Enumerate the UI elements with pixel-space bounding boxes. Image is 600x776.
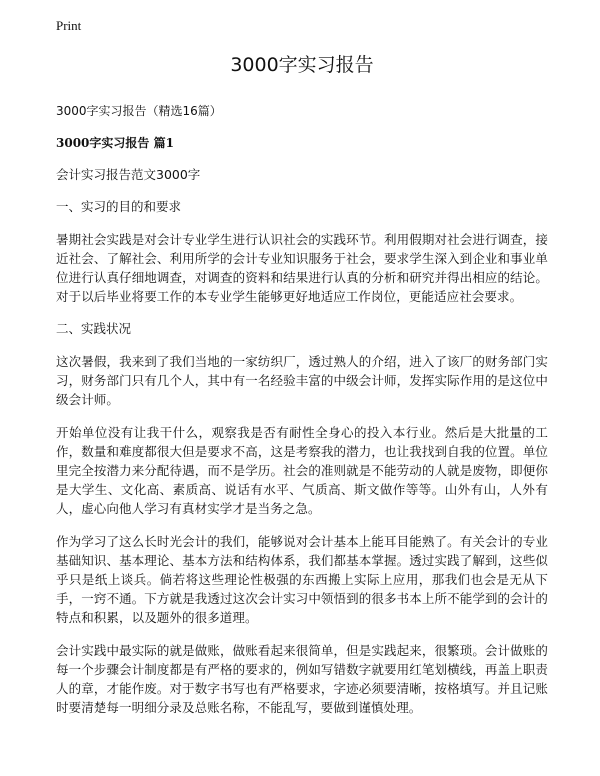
paragraph-practice-3: 作为学习了这么长时光会计的我们，能够说对会计基本上能耳目能熟了。有关会计的专业基础知识、基本理论、基本方法和结构体系，我们都基本掌握。透过实践了解到，这些似乎只是纸上谈兵。倘若将这些理论性极强的东西搬上实际上应用，那我们也会是无从下手，一窍不通。下方就是我透过这次会计实习中领悟到的很多书本上所不能学到的会计的特点和积累，以及题外的很多道理。 bbox=[56, 534, 548, 625]
document-title: 3000字实习报告 bbox=[230, 54, 374, 76]
section-heading: 3000字实习报告 篇1 bbox=[56, 136, 174, 150]
paragraph-purpose: 暑期社会实践是对会计专业学生进行认识社会的实践环节。利用假期对社会进行调查，接近社会、了解社会、利用所学的会计专业知识服务于社会，要求学生深入到企业和事业单位进行认真仔细地调查，对调查的资料和结果进行认真的分析和研究并得出相应的结论。对于以后毕业将要工作的本专业学生能够更好地适应工作岗位，更能适应社会要求。 bbox=[56, 232, 548, 304]
paragraph-practice-4: 会计实践中最实际的就是做账，做账看起来很简单，但是实践起来，很繁琐。会计做账的每一个步骤会计制度都是有严格的要求的，例如写错数字就要用红笔划横线，再盖上职责人的章，才能作废。对于数字书写也有严格要求，字迹必须要清晰，按格填写。并且记账时要清楚每一明细分录及总账名称，不能乱写，要做到谨慎处理。 bbox=[56, 643, 548, 715]
paragraph-practice-1: 这次暑假，我来到了我们当地的一家纺织厂，透过熟人的介绍，进入了该厂的财务部门实习，财务部门只有几个人，其中有一名经验丰富的中级会计师，发挥实际作用的是这位中级会计师。 bbox=[56, 354, 548, 407]
heading-purpose: 一、实习的目的和要求 bbox=[56, 199, 182, 214]
print-link[interactable]: Print bbox=[56, 18, 82, 33]
paragraph-practice-2: 开始单位没有让我干什么，观察我是否有耐性全身心的投入本行业。然后是大批量的工作，数量和难度都很大但是要求不高，这是考察我的潜力，也让我找到自我的位置。单位里完全按潜力来分配待遇，而不是学历。社会的准则就是不能劳动的人就是废物，即便你是大学生、文化高、素质高、说话有水平、气质高、斯文做作等等。山外有山，人外有人，虚心向他人学习有真材实学才是当务之急。 bbox=[56, 425, 548, 516]
document-subtitle: 3000字实习报告（精选16篇） bbox=[56, 104, 222, 118]
document-body bbox=[56, 50, 548, 731]
intro-line: 会计实习报告范文3000字 bbox=[56, 167, 201, 182]
heading-practice: 二、实践状况 bbox=[56, 321, 132, 336]
